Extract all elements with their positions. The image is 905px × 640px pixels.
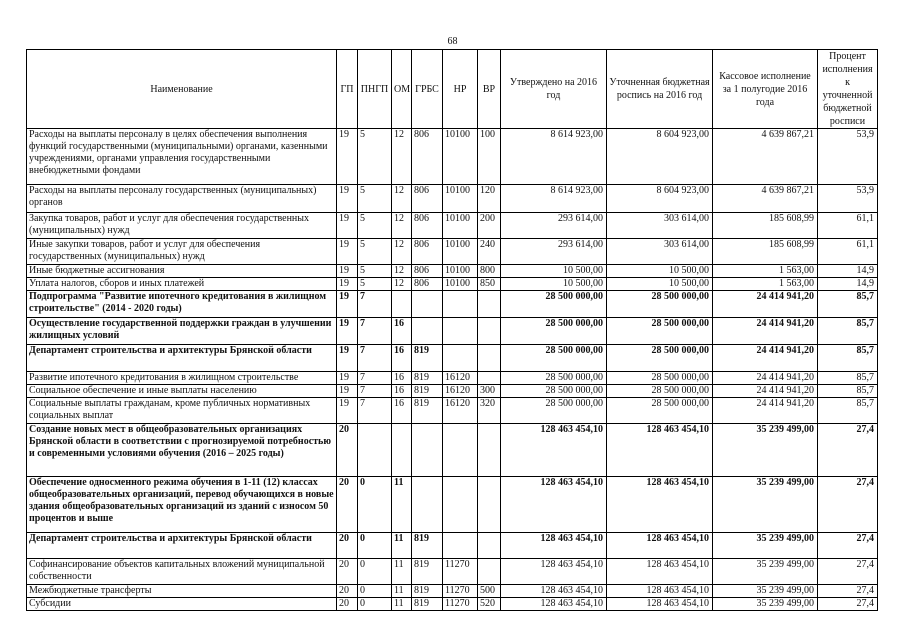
table-row — [27, 345, 878, 372]
row-approved: 128 463 454,10 — [501, 559, 607, 585]
row-grbs: 806 — [412, 213, 443, 239]
row-vr — [478, 424, 501, 477]
row-refined: 128 463 454,10 — [607, 477, 713, 533]
row-nr: 10100 — [443, 265, 478, 278]
row-percent: 53,9 — [818, 185, 878, 213]
row-vr: 800 — [478, 265, 501, 278]
row-gp: 19 — [337, 398, 358, 424]
row-approved: 128 463 454,10 — [501, 585, 607, 598]
row-om — [392, 291, 412, 318]
row-pngp: 5 — [358, 213, 392, 239]
row-cash: 24 414 941,20 — [713, 291, 818, 318]
row-vr — [478, 533, 501, 559]
row-nr: 11270 — [443, 559, 478, 585]
row-name: Развитие ипотечного кредитования в жилищном строительстве — [27, 372, 337, 385]
row-grbs: 806 — [412, 185, 443, 213]
col-header-refined: Уточненная бюджетная роспись на 2016 год — [607, 50, 713, 129]
row-refined: 303 614,00 — [607, 213, 713, 239]
row-grbs — [412, 477, 443, 533]
row-cash: 24 414 941,20 — [713, 398, 818, 424]
row-gp: 19 — [337, 278, 358, 291]
row-grbs: 819 — [412, 598, 443, 611]
row-gp: 19 — [337, 291, 358, 318]
row-approved: 28 500 000,00 — [501, 291, 607, 318]
row-grbs: 819 — [412, 345, 443, 372]
row-om: 12 — [392, 265, 412, 278]
row-nr: 11270 — [443, 585, 478, 598]
row-vr: 200 — [478, 213, 501, 239]
row-vr — [478, 372, 501, 385]
row-gp: 19 — [337, 318, 358, 345]
row-refined: 28 500 000,00 — [607, 345, 713, 372]
row-refined: 28 500 000,00 — [607, 372, 713, 385]
row-pngp: 5 — [358, 129, 392, 185]
row-om: 11 — [392, 533, 412, 559]
table-row — [27, 129, 878, 185]
row-nr — [443, 318, 478, 345]
row-name: Межбюджетные трансферты — [27, 585, 337, 598]
row-percent: 27,4 — [818, 585, 878, 598]
row-pngp: 5 — [358, 265, 392, 278]
row-name: Закупка товаров, работ и услуг для обеспечения государственных (муниципальных) нужд — [27, 213, 337, 239]
row-grbs: 819 — [412, 372, 443, 385]
row-grbs: 806 — [412, 278, 443, 291]
row-nr: 16120 — [443, 372, 478, 385]
row-vr — [478, 318, 501, 345]
table-row — [27, 585, 878, 598]
row-cash: 35 239 499,00 — [713, 424, 818, 477]
row-cash: 185 608,99 — [713, 239, 818, 265]
row-approved: 128 463 454,10 — [501, 598, 607, 611]
row-approved: 8 614 923,00 — [501, 129, 607, 185]
table-row — [27, 318, 878, 345]
row-om: 12 — [392, 213, 412, 239]
row-percent: 85,7 — [818, 398, 878, 424]
row-refined: 128 463 454,10 — [607, 598, 713, 611]
row-approved: 8 614 923,00 — [501, 185, 607, 213]
row-vr — [478, 291, 501, 318]
row-name: Субсидии — [27, 598, 337, 611]
table-row — [27, 424, 878, 477]
table-row — [27, 477, 878, 533]
row-cash: 4 639 867,21 — [713, 185, 818, 213]
row-vr: 300 — [478, 385, 501, 398]
row-pngp — [358, 424, 392, 477]
row-om: 11 — [392, 559, 412, 585]
row-pngp: 7 — [358, 372, 392, 385]
row-gp: 19 — [337, 265, 358, 278]
header-row — [27, 50, 878, 129]
row-approved: 28 500 000,00 — [501, 345, 607, 372]
row-cash: 24 414 941,20 — [713, 372, 818, 385]
table-row — [27, 185, 878, 213]
row-grbs — [412, 318, 443, 345]
row-gp: 19 — [337, 213, 358, 239]
row-grbs — [412, 291, 443, 318]
budget-table — [26, 49, 878, 611]
row-cash: 1 563,00 — [713, 278, 818, 291]
row-approved: 10 500,00 — [501, 278, 607, 291]
row-pngp: 0 — [358, 598, 392, 611]
row-om: 12 — [392, 239, 412, 265]
row-grbs — [412, 424, 443, 477]
row-refined: 10 500,00 — [607, 278, 713, 291]
row-percent: 27,4 — [818, 533, 878, 559]
row-approved: 28 500 000,00 — [501, 372, 607, 385]
row-percent: 85,7 — [818, 385, 878, 398]
row-name: Осуществление государственной поддержки граждан в улучшении жилищных условий — [27, 318, 337, 345]
row-percent: 85,7 — [818, 372, 878, 385]
row-approved: 28 500 000,00 — [501, 318, 607, 345]
row-name: Иные закупки товаров, работ и услуг для обеспечения государственных (муниципальных) нужд — [27, 239, 337, 265]
row-refined: 8 604 923,00 — [607, 129, 713, 185]
col-header-om: ОМ — [392, 50, 412, 129]
row-refined: 10 500,00 — [607, 265, 713, 278]
row-vr: 500 — [478, 585, 501, 598]
row-om: 12 — [392, 278, 412, 291]
row-cash: 35 239 499,00 — [713, 585, 818, 598]
row-vr: 320 — [478, 398, 501, 424]
table-row — [27, 385, 878, 398]
row-pngp: 0 — [358, 559, 392, 585]
row-om: 16 — [392, 398, 412, 424]
row-refined: 28 500 000,00 — [607, 318, 713, 345]
row-percent: 53,9 — [818, 129, 878, 185]
table-row — [27, 598, 878, 611]
row-name: Расходы на выплаты персоналу в целях обеспечения выполнения функций государственными (муниципальными) органами, казенными учреждениями, органами управления государственными внебюджетными фондами — [27, 129, 337, 185]
row-cash: 1 563,00 — [713, 265, 818, 278]
row-name: Иные бюджетные ассигнования — [27, 265, 337, 278]
row-nr: 10100 — [443, 185, 478, 213]
row-pngp: 5 — [358, 239, 392, 265]
row-approved: 293 614,00 — [501, 239, 607, 265]
row-nr: 11270 — [443, 598, 478, 611]
row-percent: 61,1 — [818, 239, 878, 265]
row-name: Департамент строительства и архитектуры Брянской области — [27, 345, 337, 372]
row-percent: 14,9 — [818, 265, 878, 278]
row-grbs: 819 — [412, 533, 443, 559]
row-name: Расходы на выплаты персоналу государственных (муниципальных) органов — [27, 185, 337, 213]
row-name: Уплата налогов, сборов и иных платежей — [27, 278, 337, 291]
row-approved: 10 500,00 — [501, 265, 607, 278]
row-pngp: 7 — [358, 318, 392, 345]
table-row — [27, 559, 878, 585]
row-pngp: 0 — [358, 477, 392, 533]
table-row — [27, 278, 878, 291]
row-grbs: 806 — [412, 129, 443, 185]
row-gp: 19 — [337, 372, 358, 385]
row-refined: 8 604 923,00 — [607, 185, 713, 213]
row-gp: 19 — [337, 239, 358, 265]
row-pngp: 7 — [358, 345, 392, 372]
row-percent: 85,7 — [818, 318, 878, 345]
row-gp: 19 — [337, 345, 358, 372]
row-pngp: 7 — [358, 398, 392, 424]
row-om: 16 — [392, 318, 412, 345]
table-row — [27, 372, 878, 385]
col-header-pngp: ПНГП — [358, 50, 392, 129]
row-vr: 100 — [478, 129, 501, 185]
row-vr — [478, 559, 501, 585]
col-header-vr: ВР — [478, 50, 501, 129]
row-pngp: 0 — [358, 533, 392, 559]
row-name: Департамент строительства и архитектуры Брянской области — [27, 533, 337, 559]
row-nr — [443, 345, 478, 372]
row-om: 16 — [392, 385, 412, 398]
row-grbs: 819 — [412, 385, 443, 398]
row-percent: 27,4 — [818, 424, 878, 477]
row-cash: 24 414 941,20 — [713, 318, 818, 345]
row-pngp: 5 — [358, 278, 392, 291]
row-approved: 293 614,00 — [501, 213, 607, 239]
row-refined: 28 500 000,00 — [607, 291, 713, 318]
row-om: 16 — [392, 345, 412, 372]
row-name: Социальные выплаты гражданам, кроме публичных нормативных социальных выплат — [27, 398, 337, 424]
row-approved: 128 463 454,10 — [501, 424, 607, 477]
row-name: Социальное обеспечение и иные выплаты населению — [27, 385, 337, 398]
col-header-percent: Процент исполнения к уточненной бюджетной росписи — [818, 50, 878, 129]
row-name: Обеспечение односменного режима обучения в 1-11 (12) классах общеобразовательных организаций, перевод обучающихся в новые здания общеобразовательных организаций из зданий с износом 50 процентов и выше — [27, 477, 337, 533]
row-gp: 20 — [337, 585, 358, 598]
row-percent: 61,1 — [818, 213, 878, 239]
row-nr: 10100 — [443, 213, 478, 239]
row-approved: 128 463 454,10 — [501, 533, 607, 559]
row-pngp: 7 — [358, 291, 392, 318]
row-om: 16 — [392, 372, 412, 385]
row-percent: 27,4 — [818, 477, 878, 533]
row-grbs: 819 — [412, 585, 443, 598]
row-vr: 520 — [478, 598, 501, 611]
row-cash: 185 608,99 — [713, 213, 818, 239]
row-refined: 128 463 454,10 — [607, 585, 713, 598]
row-nr — [443, 424, 478, 477]
row-grbs: 806 — [412, 239, 443, 265]
row-percent: 27,4 — [818, 598, 878, 611]
row-refined: 28 500 000,00 — [607, 398, 713, 424]
row-refined: 303 614,00 — [607, 239, 713, 265]
row-name: Подпрограмма "Развитие ипотечного кредитования в жилищном строительстве" (2014 - 2020 годы) — [27, 291, 337, 318]
table-row — [27, 213, 878, 239]
row-vr: 120 — [478, 185, 501, 213]
row-vr — [478, 345, 501, 372]
row-om: 11 — [392, 477, 412, 533]
row-vr: 240 — [478, 239, 501, 265]
row-nr: 10100 — [443, 129, 478, 185]
row-om: 11 — [392, 585, 412, 598]
col-header-nr: НР — [443, 50, 478, 129]
row-percent: 85,7 — [818, 345, 878, 372]
table-row — [27, 533, 878, 559]
row-nr: 10100 — [443, 278, 478, 291]
row-cash: 24 414 941,20 — [713, 385, 818, 398]
row-cash: 35 239 499,00 — [713, 598, 818, 611]
row-gp: 20 — [337, 598, 358, 611]
row-gp: 19 — [337, 185, 358, 213]
row-cash: 35 239 499,00 — [713, 559, 818, 585]
row-gp: 20 — [337, 424, 358, 477]
row-refined: 128 463 454,10 — [607, 533, 713, 559]
row-nr — [443, 477, 478, 533]
row-gp: 19 — [337, 385, 358, 398]
row-om: 12 — [392, 185, 412, 213]
row-grbs: 819 — [412, 398, 443, 424]
row-gp: 20 — [337, 477, 358, 533]
row-grbs: 819 — [412, 559, 443, 585]
row-om — [392, 424, 412, 477]
row-refined: 28 500 000,00 — [607, 385, 713, 398]
row-approved: 28 500 000,00 — [501, 398, 607, 424]
row-name: Создание новых мест в общеобразовательных организациях Брянской области в соответствии с прогнозируемой потребностью и современными условиями обучения (2016 – 2025 годы) — [27, 424, 337, 477]
table-row — [27, 291, 878, 318]
col-header-approved: Утверждено на 2016 год — [501, 50, 607, 129]
row-gp: 20 — [337, 559, 358, 585]
row-cash: 35 239 499,00 — [713, 477, 818, 533]
table-row — [27, 239, 878, 265]
row-gp: 19 — [337, 129, 358, 185]
table-row — [27, 265, 878, 278]
row-nr — [443, 291, 478, 318]
row-refined: 128 463 454,10 — [607, 559, 713, 585]
row-approved: 28 500 000,00 — [501, 385, 607, 398]
row-om: 11 — [392, 598, 412, 611]
table-row — [27, 398, 878, 424]
row-percent: 85,7 — [818, 291, 878, 318]
row-pngp: 0 — [358, 585, 392, 598]
row-percent: 14,9 — [818, 278, 878, 291]
row-cash: 4 639 867,21 — [713, 129, 818, 185]
row-grbs: 806 — [412, 265, 443, 278]
row-percent: 27,4 — [818, 559, 878, 585]
row-nr — [443, 533, 478, 559]
page-number: 68 — [447, 36, 458, 47]
row-nr: 16120 — [443, 398, 478, 424]
row-pngp: 7 — [358, 385, 392, 398]
row-pngp: 5 — [358, 185, 392, 213]
row-name: Софинансирование объектов капитальных вложений муниципальной собственности — [27, 559, 337, 585]
row-refined: 128 463 454,10 — [607, 424, 713, 477]
col-header-name: Наименование — [27, 50, 337, 129]
row-nr: 10100 — [443, 239, 478, 265]
row-cash: 24 414 941,20 — [713, 345, 818, 372]
row-om: 12 — [392, 129, 412, 185]
row-cash: 35 239 499,00 — [713, 533, 818, 559]
row-vr — [478, 477, 501, 533]
row-gp: 20 — [337, 533, 358, 559]
row-nr: 16120 — [443, 385, 478, 398]
row-approved: 128 463 454,10 — [501, 477, 607, 533]
row-vr: 850 — [478, 278, 501, 291]
col-header-grbs: ГРБС — [412, 50, 443, 129]
col-header-cash: Кассовое исполнение за 1 полугодие 2016 года — [713, 50, 818, 129]
col-header-gp: ГП — [337, 50, 358, 129]
